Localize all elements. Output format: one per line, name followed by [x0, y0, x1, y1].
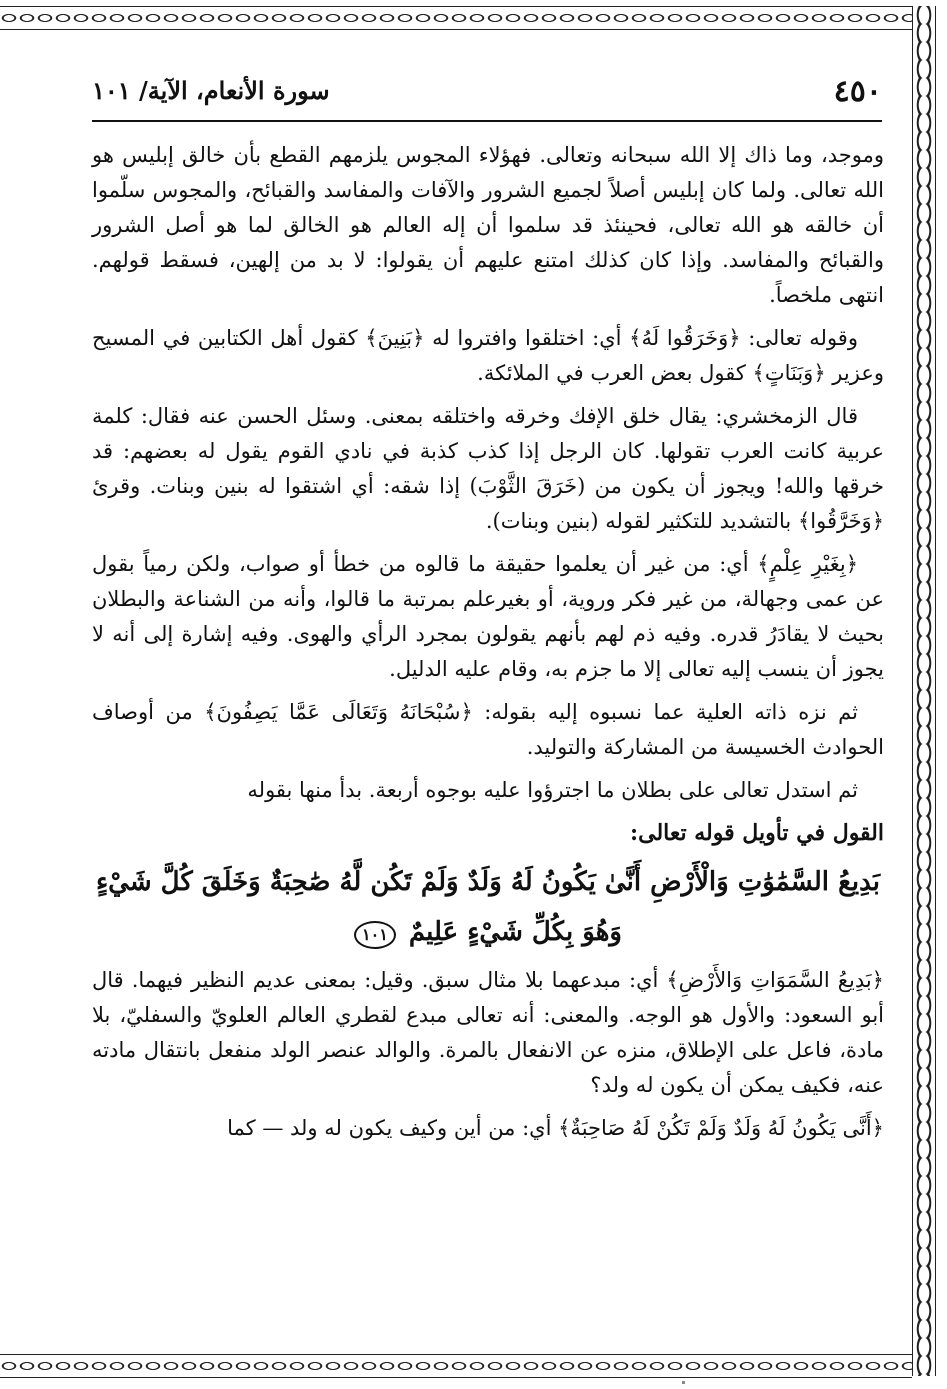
- decorative-border-right: [912, 6, 936, 1376]
- paragraph: ﴿بَدِيعُ السَّمَوَاتِ وَالأَرْضِ﴾ أي: مبدعهما بلا مثال سبق. وقيل: بمعنى عديم النظير فيهما. قال أبو السعود: والأول هو الوجه. والمعنى: أنه تعالى مبدع لقطري العالم العلويّ والسفليّ، بلا مادة، فاعل على الإطلاق، منزه عن الانفعال بالمرة. والوالد عنصر الولد منفعل بانتقال مادته عنه، فكيف يمكن أن يكون له ولد؟: [92, 968, 884, 1097]
- paragraph: قال الزمخشري: يقال خلق الإفك وخرقه واختلقه بمعنى. وسئل الحسن عنه فقال: كلمة عربية كانت العرب تقولها. كان الرجل إذا كذب كذبة في نادي القوم يقول له بعضهم: قد خرقها والله! ويجوز أن يكون من (خَرَقَ الثَّوْبَ) إذا شقه: أي اشتقوا له بنين وبنات. وقرئ ﴿وَخَرَّقُوا﴾ بالتشديد للتكثير لقوله (بنين وبنات).: [92, 404, 884, 533]
- quran-verse: [92, 857, 884, 957]
- scan-speck: [682, 1381, 685, 1384]
- page-header: [92, 70, 882, 122]
- decorative-border-top: [0, 6, 912, 30]
- paragraph: ثم استدل تعالى على بطلان ما اجترؤوا عليه بوجوه أربعة. بدأ منها بقوله: [247, 778, 858, 802]
- paragraph: وموجد، وما ذاك إلا الله سبحانه وتعالى. فهؤلاء المجوس يلزمهم القطع بأن خالق إبليس هو الله تعالى. ولما كان إبليس أصلاً لجميع الشرور والآفات والمفاسد والقبائح، والمجوس سلّموا أن خالقه هو الله تعالى، فحينئذ قد سلموا أن إله العالم هو الخالق لما هو أصل الشرور والقبائح والمفاسد. وإذا كان كذلك امتنع عليهم أن يقولوا: لا بد من إلهين، فسقط قولهم. انتهى ملخصاً.: [92, 143, 884, 307]
- page-number: ٤٥٠: [833, 74, 882, 109]
- paragraph: ثم نزه ذاته العلية عما نسبوه إليه بقوله: ﴿سُبْحَانَهُ وَتَعَالَى عَمَّا يَصِفُونَ﴾ من أوصاف الحوادث الخسيسة من المشاركة والتوليد.: [92, 700, 884, 759]
- decorative-border-bottom: [0, 1354, 912, 1378]
- verse-number-icon: ١٠١: [354, 921, 396, 949]
- verse-text: بَدِيعُ السَّمَٰوَٰتِ وَالْأَرْضِ أَنَّىٰ يَكُونُ لَهُ وَلَدٌ وَلَمْ تَكُن لَّهُ صَٰحِبَةٌ وَخَلَقَ كُلَّ شَيْءٍ وَهُوَ بِكُلِّ شَيْءٍ عَلِيمٌ: [95, 867, 881, 947]
- page-body: [92, 138, 884, 1154]
- header-rule: [92, 120, 882, 122]
- running-title: سورة الأنعام، الآية/ ١٠١: [92, 76, 330, 105]
- section-heading: القول في تأويل قوله تعالى:: [630, 820, 884, 846]
- paragraph: ﴿أَنَّى يَكُونُ لَهُ وَلَدٌ وَلَمْ تَكُنْ لَهُ صَاحِبَةٌ﴾ أي: من أين وكيف يكون له ولد — كما: [227, 1116, 884, 1140]
- paragraph: وقوله تعالى: ﴿وَخَرَقُوا لَهُ﴾ أي: اختلقوا وافتروا له ﴿بَنِينَ﴾ كقول أهل الكتابين في المسيح وعزير ﴿وَبَنَاتٍ﴾ كقول بعض العرب في الملائكة.: [92, 326, 884, 385]
- paragraph: ﴿بِغَيْرِ عِلْمٍ﴾ أي: من غير أن يعلموا حقيقة ما قالوه من خطأ أو صواب، ولكن رمياً بقول عن عمى وجهالة، من غير فكر وروية، أو بغيرعلم بمرتبة ما قالوا، وأنه من الشناعة والبطلان بحيث لا يقادَرُ قدره. وفيه ذم لهم بأنهم يقولون بمجرد الرأي والهوى. وفيه إشارة إلى أنه لا يجوز أن ينسب إليه تعالى إلا ما جزم به، وقام عليه الدليل.: [92, 552, 884, 681]
